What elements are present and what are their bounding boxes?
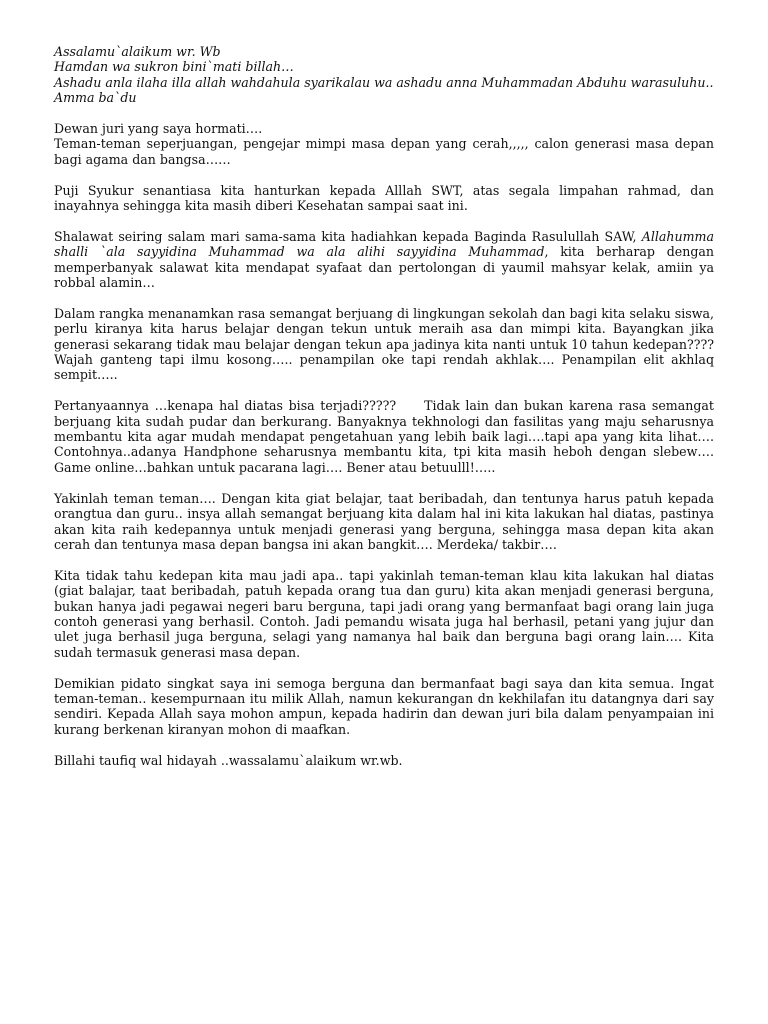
opening-paragraph	[54, 121, 714, 167]
paragraph-pertanyaan: Pertanyaannya …kenapa hal diatas bisa terjadi????? Tidak lain dan bukan karena rasa semangat berjuang kita sudah pudar dan berkurang. Banyaknya tekhnologi dan fasilitas yang maju seharusnya membantu kita agar mudah mendapat pengetahuan yang lebih baik lagi….tapi apa yang kita lihat…. Contohnya..adanya Handphone seharusnya membantu kita, tpi kita masih heboh dengan slebew…. Game online…bahkan untuk pacarana lagi…. Bener atau betuulll!…..	[54, 398, 719, 475]
paragraph-syukur: Puji Syukur senantiasa kita hanturkan kepada Alllah SWT, atas segala limpahan rahmad, dan inayahnya sehingga kita masih diberi Kesehatan sampai saat ini.	[54, 182, 714, 214]
speech-document	[54, 44, 719, 783]
closing-line: Billahi taufiq wal hidayah ..wassalamu`alaikum wr.wb.	[54, 752, 403, 768]
greeting-line: Hamdan wa sukron bini`mati billah…	[54, 59, 294, 75]
opening-line-juri: Dewan juri yang saya hormati….	[54, 121, 263, 137]
shalawat-text-before: Shalawat seiring salam mari sama-sama kita hadiahkan kepada Baginda Rasulullah SAW,	[54, 228, 642, 244]
paragraph-rangka: Dalam rangka menanamkan rasa semangat berjuang di lingkungan sekolah dan bagi kita selaku siswa, perlu kiranya kita harus belajar dengan tekun untuk meraih asa dan mimpi kita. Bayangkan jika generasi sekarang tidak mau belajar dengan tekun apa jadinya kita nanti untuk 10 tahun kedepan???? Wajah ganteng tapi ilmu kosong….. penampilan oke tapi rendah akhlak…. Penampilan elit akhlaq sempit…..	[54, 305, 714, 383]
paragraph-yakinlah: Yakinlah teman teman…. Dengan kita giat belajar, taat beribadah, dan tentunya harus patuh kepada orangtua dan guru.. insya allah semangat berjuang kita dalam hal ini kita lakukan hal diatas, pastinya akan kita raih kedepannya untuk menjadi generasi yang berguna, sehingga masa depan kita akan cerah dan tentunya masa depan bangsa ini akan bangkit…. Merdeka/ takbir….	[54, 490, 714, 552]
paragraph-shalawat	[54, 229, 714, 291]
opening-line-teman: Teman-teman seperjuangan, pengejar mimpi masa depan yang cerah,,,,, calon generasi masa depan bagi agama dan bangsa……	[54, 136, 714, 167]
greeting-line: Amma ba`du	[54, 90, 137, 106]
shalawat-text-after: , kita berharap dengan memperbanyak salawat kita mendapat syafaat dan pertolongan di yaumil mahsyar kelak, amiin ya robbal alamin…	[54, 244, 714, 291]
greeting-line: Assalamu`alaikum wr. Wb	[54, 44, 221, 59]
paragraph-demikian: Demikian pidato singkat saya ini semoga berguna dan bermanfaat bagi saya dan kita semua. Ingat teman-teman.. kesempurnaan itu milik Allah, namun kekurangan dn kekhilafan itu datangnya dari say sendiri. Kepada Allah saya mohon ampun, kepada hadirin dan dewan juri bila dalam penyampaian ini kurang berkenan kiranyan mohon di maafkan.	[54, 675, 714, 737]
shalawat-text-italic: Allahumma shalli `ala sayyidina Muhammad wa ala alihi sayyidina Muhammad	[54, 228, 714, 260]
greeting-block	[54, 44, 714, 106]
paragraph-kedepan: Kita tidak tahu kedepan kita mau jadi apa.. tapi yakinlah teman-teman klau kita lakukan hal diatas (giat balajar, taat beribadah, patuh kepada orang tua dan guru) kita akan menjadi generasi berguna, bukan hanya jadi pegawai negeri baru berguna, tapi jadi orang yang bermanfaat bagi orang lain juga contoh generasi yang berhasil. Contoh. Jadi pemandu wisata juga hal berhasil, petani yang jujur dan ulet juga berhasil juga berguna, selagi yang namanya hal baik dan berguna bagi orang lain…. Kita sudah termasuk generasi masa depan.	[54, 567, 714, 660]
greeting-line: Ashadu anla ilaha illa allah wahdahula syarikalau wa ashadu anna Muhammadan Abduhu warasuluhu..	[54, 74, 714, 90]
